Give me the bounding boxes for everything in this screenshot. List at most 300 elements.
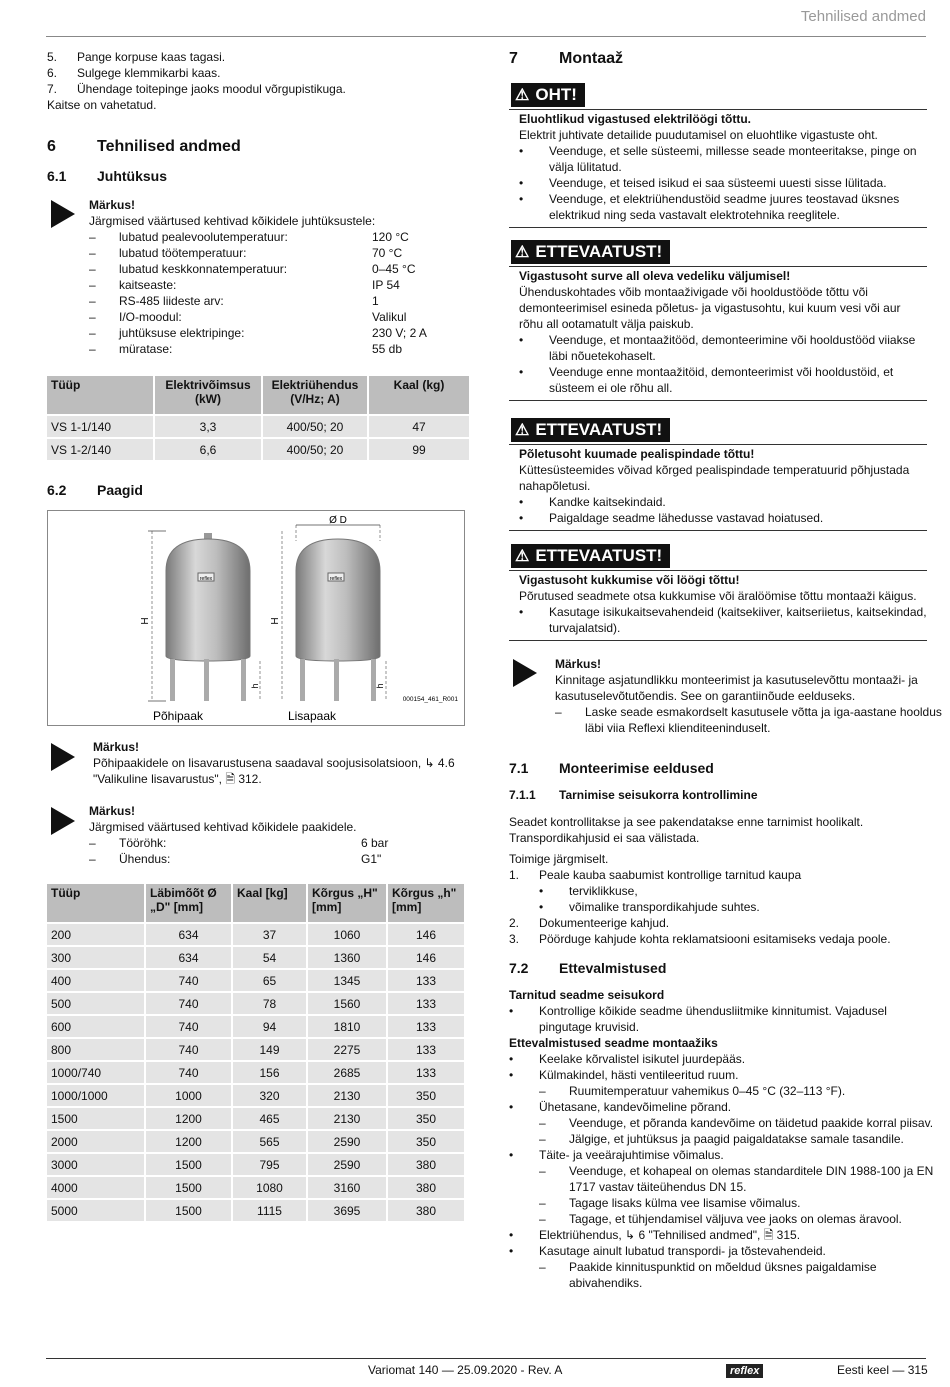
bullet-text: Kontrollige kõikide seadme ühendusliitmike kinnitumist. Vajadusel: [539, 1004, 887, 1018]
warning-badge-label: OHT!: [535, 85, 577, 104]
spec-value: IP 54: [372, 278, 400, 292]
spec-value: Valikul: [372, 310, 407, 324]
bullet-text: Paigaldage seadme lähedusse vastavad hoiatused.: [549, 511, 824, 525]
bullet: •: [519, 176, 524, 190]
table-cell: 465: [233, 1108, 306, 1129]
prep-text: Tagage, et tühjendamisel väljuva vee jaoks on olemas äravool.: [569, 1212, 902, 1226]
vessel-drawing: [48, 511, 464, 725]
table-cell: VS 1-1/140: [47, 416, 153, 437]
table-cell: 133: [388, 1062, 464, 1083]
table-cell: 600: [47, 1016, 144, 1037]
dash-bullet: –: [89, 852, 96, 866]
spec-key: Tööröhk:: [119, 836, 167, 850]
table-cell: 99: [369, 439, 469, 460]
prep-item: [509, 1067, 939, 1083]
section-number: 7.1.1: [509, 788, 536, 802]
warning-bullet: [519, 143, 939, 159]
warning-badge-label: ETTEVAATUST!: [535, 242, 663, 261]
table-cell: 2000: [47, 1131, 144, 1152]
table-header-cell: Kõrgus „H" [mm]: [308, 884, 386, 922]
bullet-text: läbi nõuetekohaselt.: [549, 349, 656, 363]
table-cell: 133: [388, 1016, 464, 1037]
warning-bottom-rule: [509, 227, 927, 228]
section-7-1-heading: [509, 760, 927, 776]
step-item: [509, 867, 939, 883]
table-cell: 565: [233, 1131, 306, 1152]
section-title: Tarnimise seisukorra kontrollimine: [559, 788, 758, 802]
table-cell: 740: [146, 1039, 231, 1060]
table-cell: 3695: [308, 1200, 386, 1221]
table-cell: 2590: [308, 1131, 386, 1152]
table-cell: 5000: [47, 1200, 144, 1221]
table-cell: 320: [233, 1085, 306, 1106]
prep-item: [509, 1147, 939, 1163]
figure-code: 000154_461_R001: [402, 696, 458, 703]
prep-text: Veenduge, et kohapeal on olemas standarditele DIN 1988-100 ja EN: [569, 1164, 934, 1178]
step-text: Dokumenteerige kahjud.: [539, 916, 670, 930]
spec-value: 120 °C: [372, 230, 409, 244]
bullet: –: [539, 1116, 546, 1130]
dash-bullet: –: [89, 326, 96, 340]
note-title: Märkus!: [89, 804, 136, 818]
warning-text: Ühenduskohtades võib montaaživigade või hooldustööde tõttu või: [519, 285, 868, 299]
prep-text: Elektriühendus, ↳ 6 "Tehnilised andmed", 🗎 315.: [539, 1228, 801, 1242]
table-cell: 37: [233, 924, 306, 945]
height-label-main: H: [140, 617, 151, 625]
note-title: Märkus!: [93, 740, 140, 754]
table-cell: 54: [233, 947, 306, 968]
table-header-cell: Elektrivõimsus (kW): [155, 376, 261, 414]
warning-bullet: [519, 380, 939, 396]
prep-item: [509, 1179, 939, 1195]
table-cell: 350: [388, 1131, 464, 1152]
prep-text: 1717 vastav täiteühendus DN 15.: [569, 1180, 747, 1194]
warning-bullet: [519, 332, 939, 348]
spec-key: RS-485 liideste arv:: [119, 294, 224, 308]
table-header-cell: Tüüp: [47, 884, 144, 922]
section-number: 6.2: [47, 482, 67, 498]
spec-value: 55 db: [372, 342, 403, 356]
prep-item: [509, 1275, 939, 1291]
prep-item: [509, 1051, 939, 1067]
warning-body: [519, 572, 939, 636]
note-text: Järgmised väärtused kehtivad kõikidele juhtüksustele:: [89, 214, 376, 228]
table-row: [47, 1131, 464, 1152]
table-cell: 4000: [47, 1177, 144, 1198]
prep-text: Ruumitemperatuur vahemikus 0–45 °C (32–113 °F).: [569, 1084, 846, 1098]
warning-badge: [511, 83, 585, 107]
table-cell: 380: [388, 1154, 464, 1175]
bullet: •: [509, 1004, 514, 1018]
table-cell: 400: [47, 970, 144, 991]
note-text: "Valikuline lisavarustus", 🗎 312.: [93, 772, 262, 786]
section-6-1-heading: [47, 168, 465, 184]
note-arrow-icon: [51, 743, 75, 771]
warning-title: Vigastusoht kukkumise või löögi tõttu!: [519, 573, 740, 587]
table-row: [47, 924, 464, 945]
section-7-2-heading: [509, 960, 939, 977]
warning-bottom-rule: [509, 530, 927, 531]
footer-page-number: — 315: [892, 1363, 928, 1377]
right-body: [509, 814, 939, 1291]
table-cell: 500: [47, 993, 144, 1014]
table-row: [47, 1200, 464, 1221]
bullet: •: [519, 605, 524, 619]
step-item: [509, 915, 939, 931]
table-cell: 2590: [308, 1154, 386, 1175]
bullet: –: [539, 1164, 546, 1178]
step-number: 2.: [509, 916, 520, 930]
table-cell: 133: [388, 970, 464, 991]
note-spec-list: [89, 229, 469, 357]
step-text: võimalike transpordikahjude suhtes.: [569, 900, 760, 914]
section-number: 7.1: [509, 760, 529, 776]
dash-bullet: –: [555, 705, 562, 719]
section-title: Montaaž: [559, 50, 623, 67]
table-cell: 47: [369, 416, 469, 437]
bullet-text: Kandke kaitsekindaid.: [549, 495, 666, 509]
paragraph: Transpordikahjusid ei saa välistada.: [509, 831, 700, 845]
dash-bullet: –: [89, 342, 96, 356]
step-text: Peale kauba saabumist kontrollige tarnitud kaupa: [539, 868, 802, 882]
section-number: 7: [509, 50, 518, 67]
table-cell: 740: [146, 970, 231, 991]
prep-item: [509, 1099, 939, 1115]
spec-row: [89, 325, 469, 341]
table-cell: 2685: [308, 1062, 386, 1083]
warning-text: Küttesüsteemides võivad kõrged pealispindade temperatuurid põhjustada: [519, 463, 910, 477]
header-title: Tehnilised andmed: [800, 8, 926, 25]
left-column-intro: [47, 49, 465, 113]
bullet: –: [539, 1196, 546, 1210]
bullet: –: [539, 1132, 546, 1146]
main-vessel-body: [166, 539, 250, 661]
warning-text: Elektrit juhtivate detailide puudutamisel on eluohtlike vigastuste oht.: [519, 128, 878, 142]
table-row: [47, 1039, 464, 1060]
bullet-item: [509, 1019, 939, 1035]
note-3: [89, 803, 469, 867]
table-header-cell: Kõrgus „h" [mm]: [388, 884, 464, 922]
bullet: •: [519, 495, 524, 509]
warning-title: Vigastusoht surve all oleva vedeliku väljumisel!: [519, 269, 791, 283]
table-cell: 1060: [308, 924, 386, 945]
table-cell: 156: [233, 1062, 306, 1083]
warning-body: [519, 446, 939, 526]
bullet: –: [539, 1212, 546, 1226]
step-number: 5.: [47, 50, 58, 64]
spec-value: 70 °C: [372, 246, 403, 260]
table-cell: 740: [146, 1016, 231, 1037]
table-cell: 1500: [146, 1177, 231, 1198]
bullet-text: Veenduge enne montaažitöid, demonteerimist või hooldustöid, et: [549, 365, 894, 379]
table-cell: 1115: [233, 1200, 306, 1221]
footer-doc: Variomat 140 — 25.09.2020 - Rev. A: [368, 1363, 563, 1377]
table-row: [47, 1154, 464, 1175]
note-title: Märkus!: [555, 657, 602, 671]
dash-bullet: –: [89, 294, 96, 308]
table-row: [47, 947, 464, 968]
step-text: Ühendage toitepinge jaoks moodul võrgupistikuga.: [77, 82, 346, 96]
warning-text: rõhu all ootamatult välja paiskub.: [519, 317, 694, 331]
warning-top-rule: [509, 444, 927, 445]
bullet: •: [519, 192, 524, 206]
diameter-label: Ø D: [329, 515, 347, 526]
table-header-row: [47, 884, 464, 922]
reflex-logo: reflex: [726, 1364, 763, 1378]
spec-key: müratase:: [119, 342, 173, 356]
bullet-text: Kasutage isikukaitsevahendeid (kaitsekiiver, kaitseriietus, kaitsekindad,: [549, 605, 927, 619]
spec-row: [89, 277, 469, 293]
table-cell: 65: [233, 970, 306, 991]
note-text: Kinnitage asjatundlikku monteerimist ja kasutuselevõttu montaaži- ja: [555, 673, 918, 687]
note-dash-item: [555, 720, 935, 736]
bullet-text: Veenduge, et elektriühendustöid seadme juures teostavad üksnes: [549, 192, 900, 206]
warning-bottom-rule: [509, 400, 927, 401]
prep-item: [509, 1131, 939, 1147]
table-cell: 1200: [146, 1131, 231, 1152]
warning-badge-label: ETTEVAATUST!: [535, 546, 663, 565]
step-text: Pöörduge kahjude kohta reklamatsiooni esitamiseks vedaja poole.: [539, 932, 891, 946]
prep-text: Jälgige, et juhtüksus ja paagid paigaldatakse samale tasandile.: [569, 1132, 904, 1146]
dash-text: Laske seade esmakordselt kasutusele võtta ja iga-aastane hooldus: [585, 705, 942, 719]
dash-bullet: –: [89, 262, 96, 276]
table-cell: 380: [388, 1177, 464, 1198]
prep-text: Ühetasane, kandevõimeline põrand.: [539, 1100, 732, 1114]
step-item: [509, 931, 939, 947]
table-row: [47, 1085, 464, 1106]
step-item: [47, 65, 465, 81]
spec-value: 230 V; 2 A: [372, 326, 427, 340]
spec-key: I/O-moodul:: [119, 310, 182, 324]
bullet: –: [539, 1084, 546, 1098]
note-dash-item: [555, 704, 942, 720]
bullet-text: turvajalatsid).: [549, 621, 621, 635]
warning-badge-label: ETTEVAATUST!: [535, 420, 663, 439]
table-cell: 1000/1000: [47, 1085, 144, 1106]
prep-item: [509, 1243, 939, 1259]
result-text: Kaitse on vahetatud.: [47, 98, 157, 112]
spec-key: lubatud keskkonnatemperatuur:: [119, 262, 288, 276]
bullet: •: [519, 365, 524, 379]
control-unit-table: [45, 374, 471, 462]
note-4: [555, 656, 942, 736]
table-cell: 2130: [308, 1108, 386, 1129]
brand-plate-text: reflex: [199, 576, 213, 582]
table-cell: 1345: [308, 970, 386, 991]
proceed-text: Toimige järgmiselt.: [509, 852, 609, 866]
warning-triangle-icon: ⚠: [515, 422, 530, 439]
bullet-text: süsteem ei ole rõhu all.: [549, 381, 673, 395]
table-cell: 300: [47, 947, 144, 968]
header-divider: [46, 36, 926, 37]
prep-text: Tagage lisaks külma vee lisamise võimalus.: [569, 1196, 801, 1210]
step-number: 3.: [509, 932, 520, 946]
note-text: Põhipaakidele on lisavarustusena saadaval soojusisolatsioon, ↳ 4.6: [93, 756, 455, 770]
prep-text: Veenduge, et põranda kandevõime on täidetud paakide korral piisav.: [569, 1116, 934, 1130]
spec-key: juhtüksuse elektripinge:: [119, 326, 245, 340]
spec-row: [89, 293, 469, 309]
section-title: Paagid: [97, 482, 143, 498]
warning-triangle-icon: ⚠: [515, 87, 530, 104]
table-cell: 3000: [47, 1154, 144, 1175]
table-header-cell: Läbimõõt Ø „D" [mm]: [146, 884, 231, 922]
step-text: Sulgege klemmikarbi kaas.: [77, 66, 221, 80]
footer-page: [837, 1363, 928, 1377]
prep-item: [509, 1211, 939, 1227]
dash-bullet: –: [89, 836, 96, 850]
section-title: Tehnilised andmed: [97, 138, 241, 155]
warning-bullet: [519, 510, 939, 526]
prep-text: Külmakindel, hästi ventileeritud ruum.: [539, 1068, 739, 1082]
prep-item: [509, 1259, 939, 1275]
bullet: •: [509, 1228, 514, 1242]
spec-key: Ühendus:: [119, 852, 171, 866]
step-number: 6.: [47, 66, 58, 80]
bullet: •: [509, 1244, 514, 1258]
section-title: Ettevalmistused: [559, 960, 667, 976]
table-cell: 133: [388, 993, 464, 1014]
bullet-text: pingutage kruvisid.: [539, 1020, 640, 1034]
warning-bullet: [519, 348, 939, 364]
table-cell: 146: [388, 947, 464, 968]
spec-value: 0–45 °C: [372, 262, 416, 276]
warning-text: demonteerimisel esineda põletus- ja vigastusohtu, kui kuum vesi või aur: [519, 301, 901, 315]
table-cell: 1500: [146, 1200, 231, 1221]
spec-row: [89, 261, 469, 277]
warning-body: [519, 268, 939, 396]
bullet-item: [509, 1003, 939, 1019]
spec-value: 1: [372, 294, 379, 308]
table-cell: 1500: [47, 1108, 144, 1129]
section-7-heading: [509, 50, 927, 68]
warning-title: Eluohtlikud vigastused elektrilöögi tõttu.: [519, 112, 752, 126]
table-cell: 350: [388, 1085, 464, 1106]
step-item: [509, 899, 939, 915]
note-arrow-icon: [513, 659, 537, 687]
spec-key: lubatud töötemperatuur:: [119, 246, 247, 260]
table-header-cell: Tüüp: [47, 376, 153, 414]
paragraph: Seadet kontrollitakse ja see pakendatakse enne tarnimist hoolikalt.: [509, 815, 864, 829]
section-7-1-1-heading: [509, 788, 927, 802]
table-cell: 400/50; 20: [263, 416, 367, 437]
bullet: •: [519, 333, 524, 347]
warning-bullet: [519, 175, 939, 191]
table-header-cell: Elektriühendus (V/Hz; A): [263, 376, 367, 414]
bullet: •: [509, 1148, 514, 1162]
dash-bullet: –: [89, 246, 96, 260]
table-row: [47, 1108, 464, 1129]
step-item: [509, 883, 939, 899]
spec-row: [89, 229, 469, 245]
main-vessel-label: Põhipaak: [152, 709, 204, 723]
section-title: Juhtüksus: [97, 168, 168, 184]
note-arrow-icon: [51, 807, 75, 835]
section-number: 6: [47, 138, 56, 155]
bullet: •: [509, 1068, 514, 1082]
table-row: [47, 1016, 464, 1037]
table-cell: 78: [233, 993, 306, 1014]
table-cell: 800: [47, 1039, 144, 1060]
dash-text: läbi viia Reflexi klienditeeninduselt.: [585, 721, 771, 735]
table-cell: 2275: [308, 1039, 386, 1060]
table-cell: 3,3: [155, 416, 261, 437]
table-row: [47, 993, 464, 1014]
bullet: •: [519, 511, 524, 525]
prep-text: Täite- ja veeärajuhtimise võimalus.: [539, 1148, 724, 1162]
table-cell: 795: [233, 1154, 306, 1175]
table-cell: VS 1-2/140: [47, 439, 153, 460]
prep-text: Paakide kinnituspunktid on mõeldud üksnes paigaldamise: [569, 1260, 877, 1274]
table-cell: 1560: [308, 993, 386, 1014]
warning-badge: [511, 240, 670, 264]
warning-bullet: [519, 604, 939, 620]
table-row: [47, 1062, 464, 1083]
footer-logo: [726, 1363, 763, 1378]
warning-top-rule: [509, 570, 927, 571]
table-cell: 2130: [308, 1085, 386, 1106]
table-cell: 133: [388, 1039, 464, 1060]
table-header-cell: Kaal (kg): [369, 376, 469, 414]
table-row: [47, 1177, 464, 1198]
warning-body: [519, 111, 939, 223]
prep-item: [509, 1083, 939, 1099]
spec-key: kaitseaste:: [119, 278, 177, 292]
section-number: 6.1: [47, 168, 67, 184]
step-number: 7.: [47, 82, 58, 96]
warning-bullet: [519, 191, 939, 207]
table-cell: 1200: [146, 1108, 231, 1129]
leg-height-label-extra: h: [375, 683, 385, 689]
brand-plate-text: reflex: [329, 576, 343, 582]
step-text: terviklikkuse,: [569, 884, 638, 898]
table-cell: 1000: [146, 1085, 231, 1106]
section-6-2-heading: [47, 482, 465, 498]
warning-top-rule: [509, 266, 927, 267]
footer-language: Eesti keel: [837, 1363, 890, 1377]
table-cell: 200: [47, 924, 144, 945]
table-row: [47, 970, 464, 991]
table-cell: 146: [388, 924, 464, 945]
table-cell: 149: [233, 1039, 306, 1060]
table-cell: 1000/740: [47, 1062, 144, 1083]
spec-row: [89, 835, 469, 851]
table-cell: 740: [146, 993, 231, 1014]
note-2: [93, 739, 473, 787]
note-text: kasutuselevõtutõendis. See on garantiinõude eelduseks.: [555, 689, 856, 703]
step-number: 1.: [509, 868, 520, 882]
table-row: [47, 439, 469, 460]
spec-value: 6 bar: [361, 836, 389, 850]
bullet-text: Veenduge, et montaažitööd, demonteerimine või hooldustööd viiakse: [549, 333, 916, 347]
height-label-extra: H: [270, 617, 281, 625]
table-header-row: [47, 376, 469, 414]
bullet: •: [519, 144, 524, 158]
note-spec-list: [89, 835, 469, 867]
warning-bullet: [519, 494, 939, 510]
bullet-text: elektrikud ning seda vastavalt elektrotehnika reeglitele.: [549, 208, 840, 222]
bullet-text: Veenduge, et selle süsteemi, millesse seade monteeritakse, pinge on: [549, 144, 917, 158]
extra-vessel-label: Lisapaak: [287, 709, 337, 723]
dash-bullet: –: [89, 230, 96, 244]
section-title: Monteerimise eeldused: [559, 760, 714, 776]
warning-bullet: [519, 207, 939, 223]
warning-triangle-icon: ⚠: [515, 244, 530, 261]
table-cell: 400/50; 20: [263, 439, 367, 460]
table-cell: 3160: [308, 1177, 386, 1198]
step-number: •: [539, 884, 544, 898]
prep-text: abivahendiks.: [569, 1276, 643, 1290]
table-cell: 6,6: [155, 439, 261, 460]
